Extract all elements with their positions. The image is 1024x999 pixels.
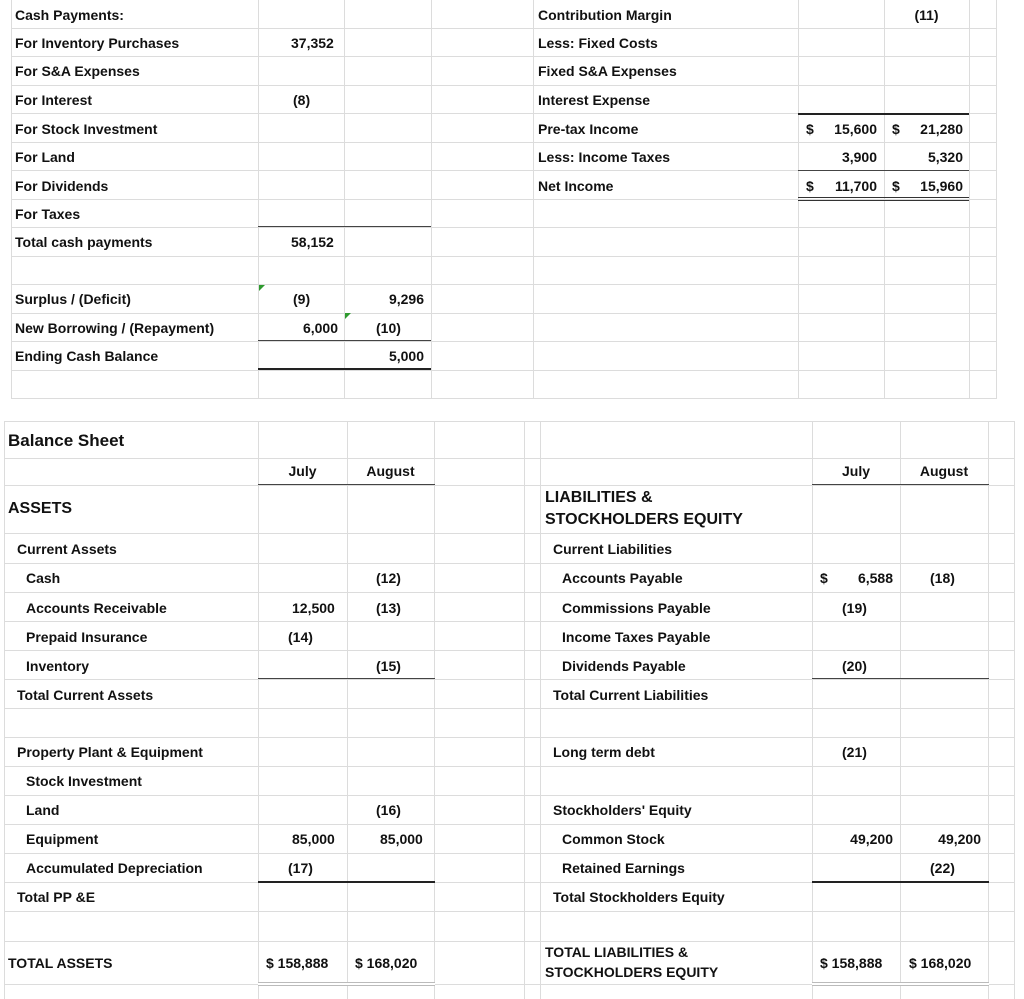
- july-value: (9): [293, 291, 311, 307]
- row-label: Equipment: [26, 831, 99, 847]
- august-value: (13): [376, 600, 401, 616]
- total-liabilities-label: STOCKHOLDERS EQUITY: [545, 964, 719, 980]
- row-label: Accounts Payable: [562, 570, 683, 586]
- assets-header: ASSETS: [8, 500, 73, 517]
- august-value: (12): [376, 570, 401, 586]
- row-label: Prepaid Insurance: [26, 629, 148, 645]
- august-value: 5,000: [388, 348, 424, 364]
- row-label: For Land: [15, 149, 75, 165]
- total-liabilities-august: $ 168,020: [909, 955, 972, 971]
- row-label: Cash Payments:: [15, 7, 124, 23]
- july-value: 3,900: [841, 149, 877, 165]
- row-label: Accumulated Depreciation: [26, 860, 203, 876]
- currency-symbol: $: [806, 178, 814, 194]
- row-label: Ending Cash Balance: [15, 348, 159, 364]
- july-value: 49,200: [850, 831, 893, 847]
- total-liabilities-label: TOTAL LIABILITIES &: [545, 944, 689, 960]
- currency-symbol: $: [820, 570, 828, 586]
- column-header-july: July: [288, 463, 317, 479]
- currency-symbol: $: [892, 178, 900, 194]
- column-header-august: August: [919, 463, 969, 479]
- row-label: Surplus / (Deficit): [15, 291, 131, 307]
- row-label: For S&A Expenses: [15, 63, 140, 79]
- july-value: 6,588: [857, 570, 893, 586]
- july-value: (14): [288, 629, 313, 645]
- august-value: (22): [930, 860, 955, 876]
- row-label: For Taxes: [15, 206, 81, 222]
- july-value: (21): [842, 744, 867, 760]
- row-label: Pre-tax Income: [538, 121, 639, 137]
- row-label: Net Income: [538, 178, 614, 194]
- liabilities-header: STOCKHOLDERS EQUITY: [545, 511, 743, 528]
- column-header-august: August: [366, 463, 415, 479]
- august-value: 21,280: [920, 121, 963, 137]
- row-label: For Stock Investment: [15, 121, 158, 137]
- row-label: Inventory: [26, 658, 90, 674]
- row-label: Total cash payments: [15, 234, 153, 250]
- july-value: (19): [842, 600, 867, 616]
- row-label: Contribution Margin: [538, 7, 672, 23]
- row-label: Interest Expense: [538, 92, 651, 108]
- august-value: 15,960: [920, 178, 963, 194]
- row-label: Total PP &E: [17, 889, 96, 905]
- row-label: Stockholders' Equity: [553, 802, 692, 818]
- july-value: (20): [842, 658, 867, 674]
- august-value: (10): [376, 320, 401, 336]
- comment-marker: [259, 285, 265, 291]
- august-value: (16): [376, 802, 401, 818]
- july-value: 58,152: [291, 234, 334, 250]
- august-value: (15): [376, 658, 401, 674]
- row-label: Common Stock: [562, 831, 665, 847]
- july-value: 6,000: [302, 320, 338, 336]
- july-value: 85,000: [292, 831, 335, 847]
- row-label: Total Current Liabilities: [553, 687, 709, 703]
- july-value: (17): [288, 860, 313, 876]
- total-liabilities-july: $ 158,888: [820, 955, 883, 971]
- row-label: Total Current Assets: [17, 687, 154, 703]
- row-label: Fixed S&A Expenses: [538, 63, 677, 79]
- row-label: Long term debt: [553, 744, 655, 760]
- row-label: Commissions Payable: [562, 600, 711, 616]
- total-assets-label: TOTAL ASSETS: [8, 955, 113, 971]
- row-label: Stock Investment: [26, 773, 142, 789]
- row-label: Less: Income Taxes: [538, 149, 671, 165]
- row-label: For Interest: [15, 92, 93, 108]
- august-value: (18): [930, 570, 955, 586]
- row-label: New Borrowing / (Repayment): [15, 320, 215, 336]
- july-value: (8): [293, 92, 311, 108]
- row-label: Total Stockholders Equity: [553, 889, 725, 905]
- row-label: Dividends Payable: [562, 658, 686, 674]
- august-value: 5,320: [927, 149, 963, 165]
- july-value: 15,600: [834, 121, 877, 137]
- currency-symbol: $: [806, 121, 814, 137]
- row-label: Retained Earnings: [562, 860, 685, 876]
- july-value: 37,352: [291, 35, 334, 51]
- page-title: Balance Sheet: [8, 431, 125, 450]
- july-value: 12,500: [292, 600, 335, 616]
- currency-symbol: $: [892, 121, 900, 137]
- august-value: (11): [914, 7, 939, 23]
- total-assets-august: $ 168,020: [355, 955, 418, 971]
- row-label: Cash: [26, 570, 61, 586]
- row-label: Land: [26, 802, 60, 818]
- august-value: 85,000: [380, 831, 423, 847]
- row-label: For Inventory Purchases: [15, 35, 180, 51]
- row-label: Current Assets: [17, 541, 117, 557]
- row-label: Less: Fixed Costs: [538, 35, 658, 51]
- row-label: For Dividends: [15, 178, 109, 194]
- comment-marker: [345, 313, 351, 319]
- row-label: Income Taxes Payable: [562, 629, 711, 645]
- row-label: Accounts Receivable: [26, 600, 167, 616]
- row-label: Current Liabilities: [553, 541, 673, 557]
- august-value: 49,200: [938, 831, 981, 847]
- liabilities-header: LIABILITIES &: [545, 489, 653, 506]
- column-header-july: July: [841, 463, 870, 479]
- total-assets-july: $ 158,888: [266, 955, 329, 971]
- row-label: Property Plant & Equipment: [17, 744, 203, 760]
- july-value: 11,700: [834, 178, 877, 194]
- august-value: 9,296: [388, 291, 424, 307]
